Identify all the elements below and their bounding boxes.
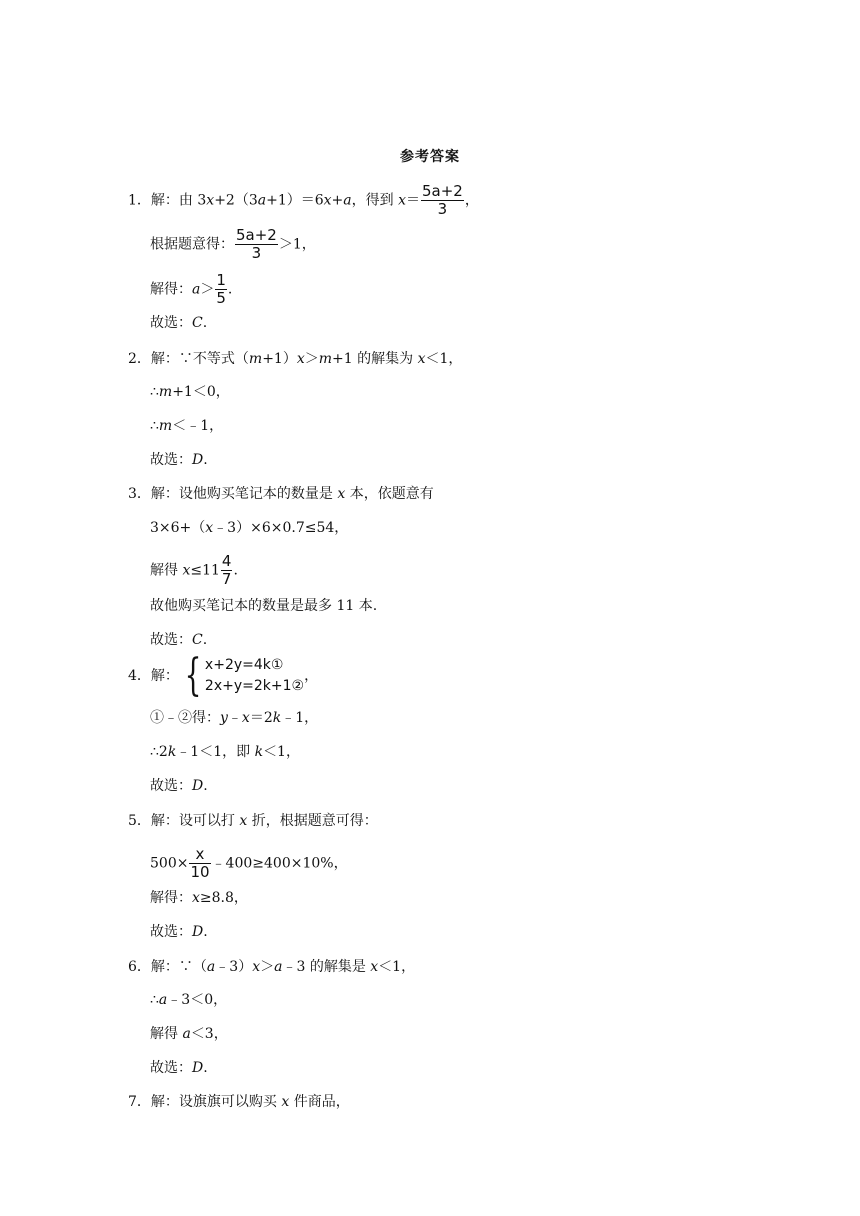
answer-1-line-1: 1．解：由 3x+2（3a+1）＝6x+a，得到 x＝ $\frac{5a+2}{3}$ ， (128, 182, 479, 218)
answer-4-line-4: 故选：D. (150, 778, 208, 794)
answer-2-line-2: ∴m+1＜0， (150, 384, 230, 400)
fraction: $\frac{x}{10}$ (190, 845, 210, 881)
answer-1-line-3: 解得：a＞ $\frac{1}{5}$ . (150, 271, 233, 307)
answer-2-line-4: 故选：D. (150, 452, 208, 468)
answer-number: 3． (128, 486, 151, 502)
answer-5-line-4: 故选：D. (150, 924, 208, 940)
answer-4-line-3: ∴2k﹣1＜1，即 k＜1， (150, 744, 300, 760)
answer-5-line-2: 500× $\frac{x}{10}$ ﹣400≥400×10%， (150, 845, 348, 881)
answer-number: 4． (128, 668, 151, 684)
fraction: $\frac{5a+2}{3}$ (422, 182, 463, 218)
fraction: $\frac{1}{5}$ (216, 271, 226, 307)
answer-4-line-2: ①﹣②得：y﹣x＝2k﹣1， (150, 710, 319, 726)
answer-number: 7． (128, 1094, 151, 1110)
answer-2-line-3: ∴m＜﹣1， (150, 418, 224, 434)
answer-3-line-1: 3．解：设他购买笔记本的数量是 x 本，依题意有 (128, 486, 434, 502)
answer-4-line-1: 4．解： { x+2y=4k① 2x+y=2k+1② ， (128, 650, 319, 701)
answer-6-line-2: ∴a﹣3＜0， (150, 992, 228, 1008)
answer-number: 6． (128, 959, 151, 975)
answer-6-line-4: 故选：D. (150, 1060, 208, 1076)
answer-3-line-2: 3×6+（x﹣3）×6×0.7≤54， (150, 520, 349, 536)
answer-1-line-4: 故选：C. (150, 315, 208, 331)
brace-icon: { (184, 650, 202, 701)
answer-1-line-2: 根据题意得： $\frac{5a+2}{3}$ ＞1， (150, 226, 316, 262)
answer-7-line-1: 7．解：设旗旗可以购买 x 件商品， (128, 1094, 350, 1110)
equation-row-1: x+2y=4k① (204, 657, 284, 673)
answer-number: 1． (128, 192, 151, 209)
fraction: $\frac{5a+2}{3}$ (236, 226, 277, 262)
answer-3-line-3: 解得 x≤11 $\frac{4}{7}$ . (150, 552, 238, 588)
answer-3-line-4: 故他购买笔记本的数量是最多 11 本. (150, 598, 378, 614)
answer-number: 2． (128, 351, 151, 367)
equation-row-2: 2x+y=2k+1② (204, 678, 305, 694)
answer-6-line-3: 解得 a＜3， (150, 1026, 228, 1042)
answer-6-line-1: 6．解：∵（a﹣3）x＞a﹣3 的解集是 x＜1， (128, 959, 416, 975)
answer-3-line-5: 故选：C. (150, 632, 208, 648)
answer-5-line-1: 5．解：设可以打 x 折，根据题意可得： (128, 813, 378, 829)
answer-2-line-1: 2．解：∵不等式（m+1）x＞m+1 的解集为 x＜1， (128, 351, 463, 367)
equation-system (179, 650, 305, 701)
answer-number: 5． (128, 813, 151, 829)
page-title: 参考答案 (400, 149, 460, 165)
fraction: $\frac{4}{7}$ (221, 552, 232, 588)
answer-5-line-3: 解得：x≥8.8， (150, 890, 248, 906)
